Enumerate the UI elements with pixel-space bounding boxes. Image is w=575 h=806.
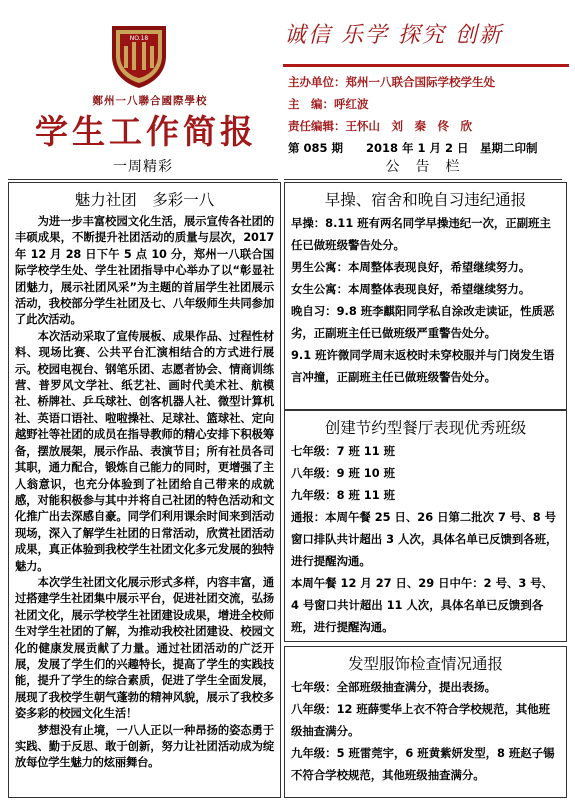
- notice-line: 七年级：全部班级抽查满分，提出表扬。: [291, 680, 497, 694]
- issue-line: 第 085 期 2018 年 1 月 2 日 星期二印制: [288, 141, 538, 155]
- article-paragraph: 为进一步丰富校园文化生活，展示宣传各社团的丰硕成果，不断提升社团活动的质量与层次，2017 年 12 月 28 日下午 5 点 10 分，郑州一八联合国际学校学生处、学生社团指导中心举办了以“彰显社团魅力，展示社团风采”为主题的首届学生社团展示活动，我校部分学生社团及七、八年级师生共同参加了此次活动。: [15, 215, 274, 327]
- article-paragraph: 本次活动采取了宣传展板、成果作品、过程性材料、现场比赛、公共平台汇演相结合的方式进行展示。校园电视台、钢笔乐团、志愿者协会、情商训练营、普罗风文学社、纸艺社、画时代美术社、航模社、桥牌社、乒乓球社、创客机器人社、微型计算机社、英语口语社、啦啦操社、足球社、篮球社、定向越野社等社团的成员在指导教师的精心安排下积极筹备，摆放展架，展示作品、表演节目；所有社员各司其职，通力配合，锻炼自己能力的同时，更增强了主人翁意识，也充分体验到了社团给自己带来的成就感，对能积极参与其中并将自己社团的特色活动和文化推广出去深感自豪。同学们利用课余时间来到活动现场，深入了解学生社团的日常活动，欣赏社团活动成果，真正体验到我校学生社团文化多元发展的独特魅力。: [15, 329, 274, 573]
- svg-text:NO.18: NO.18: [129, 35, 149, 42]
- notice-line: 八年级：12 班薛雯华上衣不符合学校规范，其他班级抽查满分。: [291, 702, 551, 738]
- notice-dress-code: [284, 646, 567, 798]
- notice-title: 发型服饰检查情况通报: [347, 655, 503, 673]
- article-paragraph: 梦想没有止境，一八人正以一种昂扬的姿态勇于实践、勤于反思、敢于创新，努力让社团活动成为绽放每位学生魅力的炫丽舞台。: [15, 723, 274, 770]
- notice-line: 早操：8.11 班有两名同学早操违纪一次，正副班主任已做班级警告处分。: [291, 216, 551, 252]
- notice-line: 女生公寓：本周整体表现良好，希望继续努力。: [291, 282, 531, 296]
- notice-line: 九年级：8 班 11 班: [291, 488, 396, 502]
- right-section-heading: 公 告 栏: [284, 157, 562, 180]
- school-logo: [108, 22, 170, 90]
- school-name: 鄭州一八聯合國際學校: [92, 95, 208, 107]
- article-body: [9, 210, 280, 772]
- responsible-editors: 责任编辑：王怀山 刘 秦 佟 欣: [288, 119, 472, 133]
- notice-title: 早操、宿舍和晚自习违纪通报: [324, 191, 527, 209]
- header-divider: [283, 64, 569, 67]
- editor-in-chief: 主 编：呼红波: [288, 97, 369, 111]
- notice-line: 男生公寓：本周整体表现良好，希望继续努力。: [291, 260, 531, 274]
- notice-line: 八年级：9 班 10 班: [291, 466, 396, 480]
- notice-canteen: [284, 410, 567, 642]
- notice-line: 9.1 班许微同学周末返校时未穿校服并与门岗发生语言冲撞，正副班主任已做班级警告处分。: [291, 348, 555, 384]
- notice-line: 通报：本周午餐 25 日、26 日第二批次 7 号、8 号窗口排队共计超出 3 人次，具体名单已反馈到各班，进行提醒沟通。: [291, 510, 558, 568]
- notice-line: 本周午餐 12 月 27 日、29 日中午：2 号、3 号、4 号窗口共计超出 11 人次，具体名单已反馈到各班，进行提醒沟通。: [291, 576, 554, 634]
- notice-discipline: [284, 182, 567, 410]
- left-section-heading: 一周精彩: [8, 157, 278, 180]
- article-box: [8, 182, 281, 798]
- notice-line: 晚自习：9.8 班李麒阳同学私自涂改走读证，性质恶劣，正副班主任已做班级严重警告处分。: [291, 304, 555, 340]
- newsletter-title: 学生工作简报: [35, 112, 257, 151]
- article-paragraph: 本次学生社团文化展示形式多样，内容丰富，通过搭建学生社团集中展示平台，促进社团交流，弘扬社团文化，展示学校学生社团建设成果，增进全校师生对学生社团的了解，为推动我校社团建设、校园文化的健康发展贡献了力量。通过社团活动的广泛开展，发展了学生们的兴趣特长，提高了学生的实践技能，提升了学生的综合素质，促进了学生全面发展，展现了我校学生朝气蓬勃的精神风貌，展示了我校多姿多彩的校园文化生活！: [15, 575, 274, 721]
- host-unit: 主办单位：郑州一八联合国际学校学生处: [288, 75, 495, 89]
- notice-line: 七年级：7 班 11 班: [291, 444, 396, 458]
- article-title: 魅力社团 多彩一八: [74, 191, 215, 209]
- notice-line: 九年级：5 班雷莞宇，6 班黄紫妍发型，8 班赵子锡不符合学校规范，其他班级抽查满分。: [291, 746, 555, 782]
- notice-title: 创建节约型餐厅表现优秀班级: [324, 419, 527, 437]
- school-motto: 诚信 乐学 探究 创新: [284, 23, 503, 48]
